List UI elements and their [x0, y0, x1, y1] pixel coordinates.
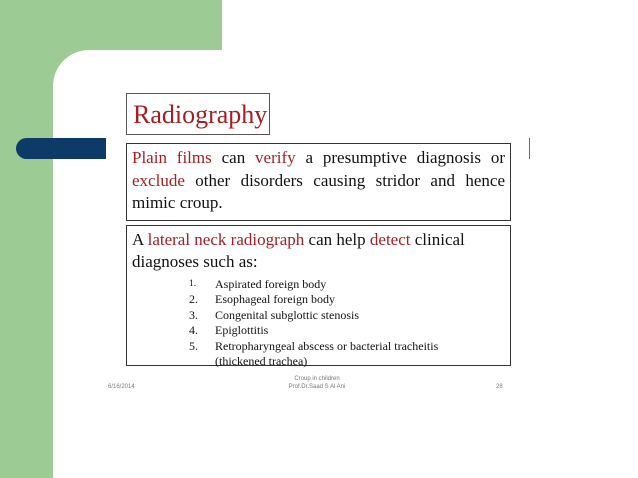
plain-films-box — [126, 143, 511, 221]
list-item-text: Epiglottitis — [215, 323, 269, 338]
box2-intro-5: clinical diagnoses such as: — [132, 230, 465, 271]
box1-text-5: exclude — [132, 170, 185, 190]
list-item-text: Retropharyngeal abscess or bacterial tracheitis — [215, 338, 439, 353]
slide-title: Radiography — [133, 100, 268, 129]
box1-text-2: can — [211, 148, 256, 167]
box2-intro-2: lateral neck radiograph — [147, 230, 305, 249]
list-item — [132, 339, 505, 354]
list-item — [132, 292, 505, 307]
slide-title-box — [126, 93, 270, 135]
navy-accent-bar — [16, 138, 106, 159]
box2-intro — [132, 229, 505, 273]
list-item — [132, 323, 505, 338]
footer-center — [272, 375, 362, 391]
list-item-number: 5. — [189, 338, 198, 353]
footer-date: 6/16/2014 — [108, 384, 135, 390]
divider-tick — [529, 138, 530, 159]
box2-intro-1: A — [132, 230, 148, 249]
list-item-number: 2. — [189, 292, 198, 307]
list-item-number: 1. — [189, 279, 197, 289]
list-item-text: Congenital subglottic stenosis — [215, 307, 359, 322]
list-item — [132, 308, 505, 323]
list-item — [132, 277, 505, 292]
box2-intro-4: detect — [369, 230, 411, 249]
box1-text-6: other disorders causing stridor and hence mimic croup. — [132, 170, 505, 212]
list-item-number: 4. — [189, 323, 198, 338]
box2-intro-3: can help — [304, 230, 370, 249]
lateral-neck-box — [126, 225, 511, 369]
footer-topic: Croup in children — [294, 376, 340, 382]
list-item-text: Aspirated foreign body — [215, 277, 327, 291]
list-item-text: Esophageal foreign body — [215, 292, 335, 307]
box1-text-4: a presumptive diagnosis or — [295, 148, 506, 167]
diagnosis-list — [132, 277, 505, 369]
box1-text-1: Plain films — [132, 148, 212, 167]
footer-author: Prof.Dr.Saad S Al Ani — [288, 384, 346, 390]
footer-page-number: 28 — [496, 384, 503, 390]
list-item-continuation: (thickened trachea) — [215, 354, 308, 369]
list-item-number: 3. — [189, 307, 198, 322]
box1-text-3: verify — [255, 148, 296, 167]
